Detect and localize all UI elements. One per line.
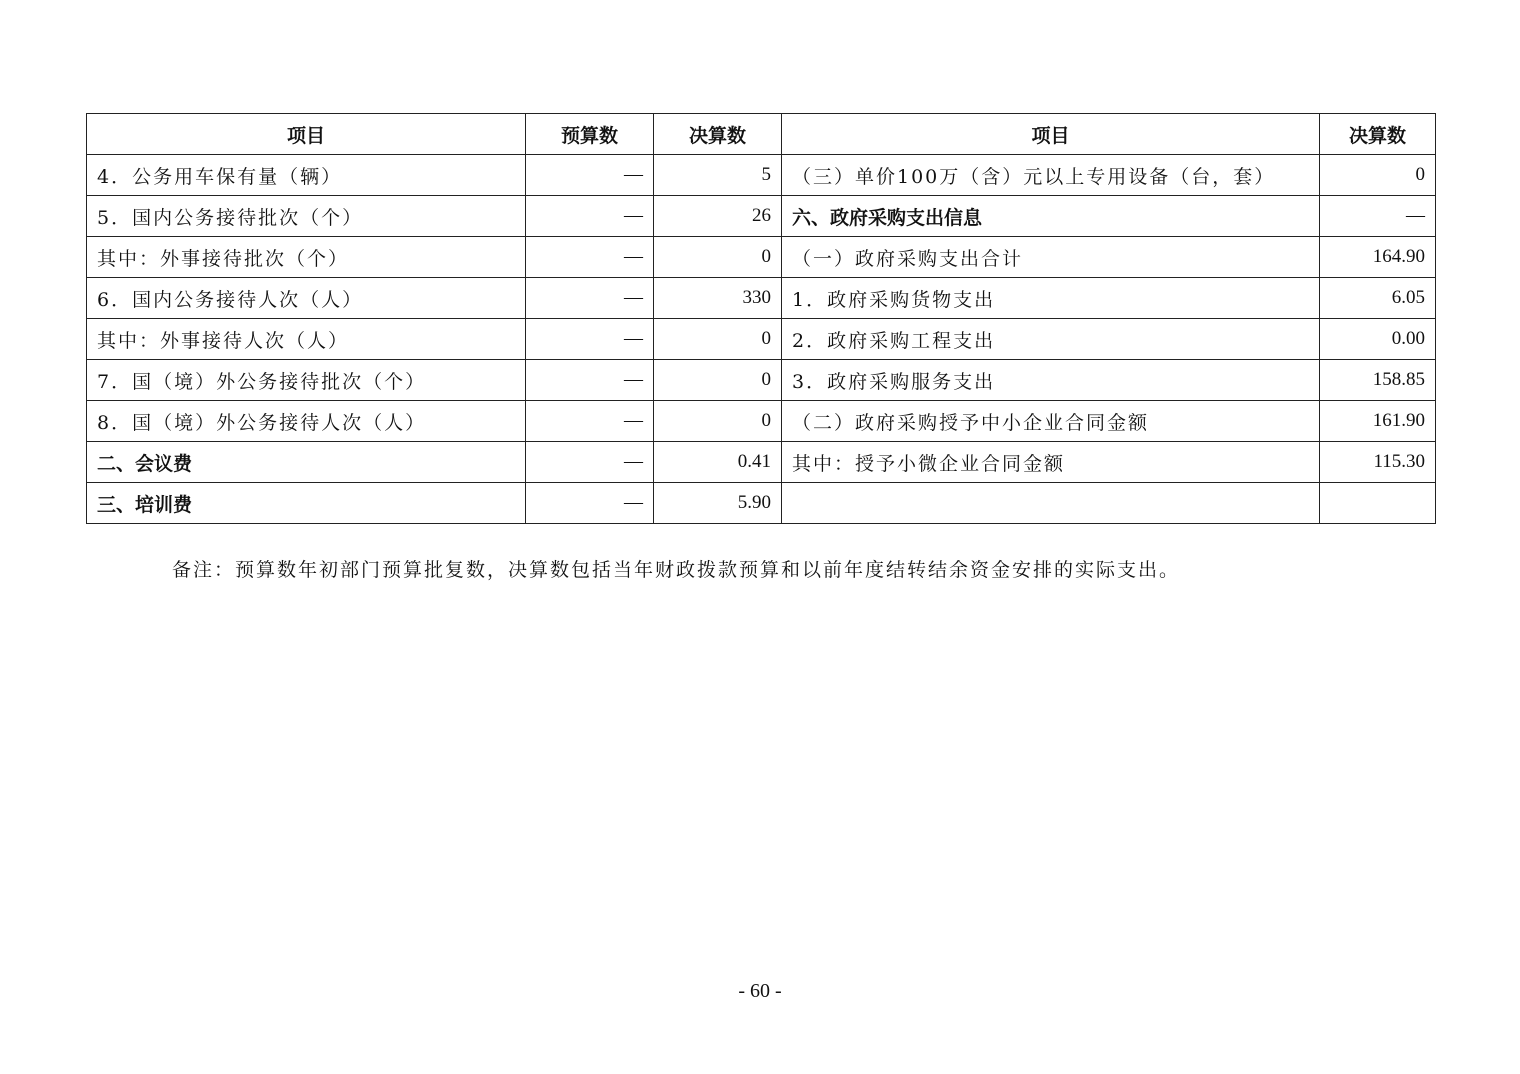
expenditure-table	[86, 113, 1436, 524]
row-right-item: （三）单价100万（含）元以上专用设备（台，套）	[782, 155, 1320, 196]
row-right-item: 3．政府采购服务支出	[782, 360, 1320, 401]
row-right-final: 6.05	[1320, 278, 1436, 319]
page-number: - 60 -	[738, 980, 782, 1002]
row-final: 5	[654, 155, 782, 196]
row-right-final: 0	[1320, 155, 1436, 196]
row-right-item: （一）政府采购支出合计	[782, 237, 1320, 278]
row-right-final: 161.90	[1320, 401, 1436, 442]
row-item: 4．公务用车保有量（辆）	[87, 155, 526, 196]
row-right-item: 1．政府采购货物支出	[782, 278, 1320, 319]
row-right-final: —	[1320, 196, 1436, 237]
row-budget: —	[526, 196, 654, 237]
row-item: 二、会议费	[87, 442, 526, 483]
row-item: 7．国（境）外公务接待批次（个）	[87, 360, 526, 401]
header-item: 项目	[87, 114, 526, 155]
row-final: 0	[654, 237, 782, 278]
row-item: 8．国（境）外公务接待人次（人）	[87, 401, 526, 442]
row-item: 三、培训费	[87, 483, 526, 524]
row-right-final: 0.00	[1320, 319, 1436, 360]
row-right-final: 164.90	[1320, 237, 1436, 278]
row-item: 6．国内公务接待人次（人）	[87, 278, 526, 319]
row-final: 330	[654, 278, 782, 319]
table-footnote: 备注：预算数年初部门预算批复数，决算数包括当年财政拨款预算和以前年度结转结余资金安排的实际支出。	[172, 559, 1181, 581]
table-row	[87, 278, 1436, 319]
table-row	[87, 360, 1436, 401]
header-right-final: 决算数	[1320, 114, 1436, 155]
header-right-item: 项目	[782, 114, 1320, 155]
row-budget: —	[526, 483, 654, 524]
row-right-final	[1320, 483, 1436, 524]
row-item: 5．国内公务接待批次（个）	[87, 196, 526, 237]
header-final: 决算数	[654, 114, 782, 155]
table-row	[87, 483, 1436, 524]
header-budget: 预算数	[526, 114, 654, 155]
row-right-item	[782, 483, 1320, 524]
row-right-final: 158.85	[1320, 360, 1436, 401]
row-final: 0	[654, 319, 782, 360]
row-final: 0	[654, 360, 782, 401]
table-row	[87, 319, 1436, 360]
row-right-item: （二）政府采购授予中小企业合同金额	[782, 401, 1320, 442]
row-budget: —	[526, 155, 654, 196]
row-item: 其中：外事接待批次（个）	[87, 237, 526, 278]
row-final: 0	[654, 401, 782, 442]
table-row	[87, 237, 1436, 278]
row-budget: —	[526, 319, 654, 360]
row-budget: —	[526, 237, 654, 278]
row-budget: —	[526, 360, 654, 401]
table-row	[87, 442, 1436, 483]
row-final: 26	[654, 196, 782, 237]
row-right-item: 六、政府采购支出信息	[782, 196, 1320, 237]
row-budget: —	[526, 401, 654, 442]
row-item: 其中：外事接待人次（人）	[87, 319, 526, 360]
row-budget: —	[526, 278, 654, 319]
row-final: 5.90	[654, 483, 782, 524]
table-row	[87, 196, 1436, 237]
table-row	[87, 401, 1436, 442]
table-row	[87, 155, 1436, 196]
table-header-row	[87, 114, 1436, 155]
row-right-item: 2．政府采购工程支出	[782, 319, 1320, 360]
row-right-item: 其中：授予小微企业合同金额	[782, 442, 1320, 483]
row-right-final: 115.30	[1320, 442, 1436, 483]
row-budget: —	[526, 442, 654, 483]
row-final: 0.41	[654, 442, 782, 483]
